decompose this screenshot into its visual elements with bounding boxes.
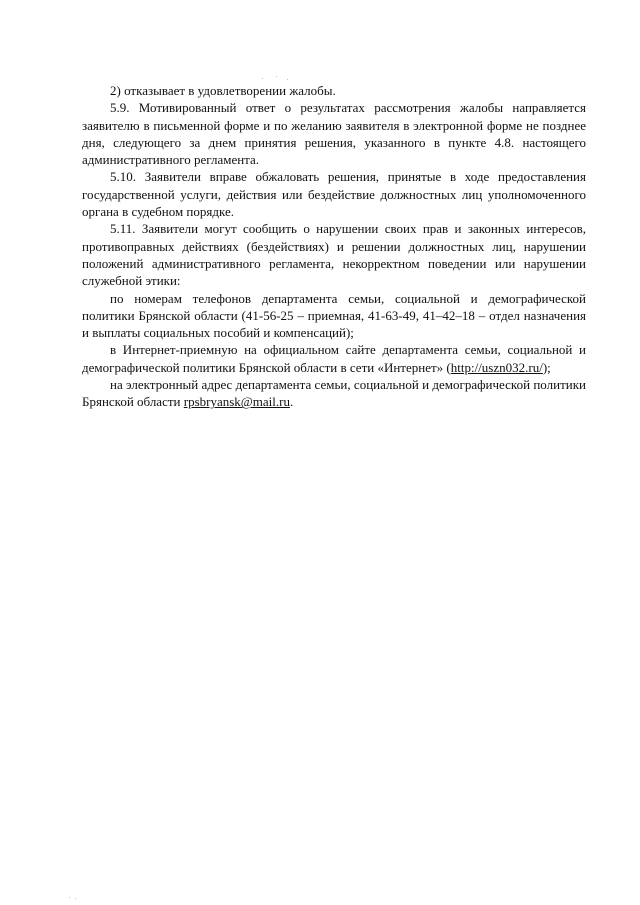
paragraph-text: 5.9. Мотивированный ответ о результатах рассмотрения жалобы направляется заявителю в письменной форме и по желанию заявителя в электронной форме не позднее дня, следующего за днем принятия решения, указанного в пункте 4.8. настоящего административного регламента. (82, 100, 586, 168)
scan-speck (69, 897, 70, 898)
paragraph-internet-reception (82, 341, 586, 376)
paragraph-text: 5.10. Заявители вправе обжаловать решения, принятые в ходе предоставления государственной услуги, действия или бездействие должностных лиц уполномоченного органа в судебном порядке. (82, 169, 586, 220)
paragraph-text: по номерам телефонов департамента семьи, социальной и демографической политики Брянской области (41-56-25 – приемная, 41-63-49, 41–42–18 – отдел назначения и выплаты социальных пособий и компенсаций); (82, 290, 586, 341)
scan-speck (262, 78, 263, 79)
website-link[interactable]: http://uszn032.ru/ (450, 359, 543, 375)
scan-speck (276, 76, 277, 77)
email-link[interactable]: rpsbryansk@mail.ru (183, 394, 290, 410)
paragraph-refusal (82, 82, 586, 99)
document-body (82, 82, 586, 411)
paragraph-5-9 (82, 99, 586, 168)
paragraph-text: в Интернет-приемную на официальном сайте департамента семьи, социальной и демографической политики Брянской области в сети «Интернет» ( (82, 342, 586, 375)
paragraph-phones (82, 290, 586, 342)
paragraph-text: . (289, 394, 294, 410)
scan-speck (75, 898, 76, 899)
scan-speck (287, 79, 288, 80)
paragraph-email (82, 376, 586, 411)
paragraph-text: 5.11. Заявители могут сообщить о нарушении своих прав и законных интересов, противоправных действиях (бездействиях) и решении должностных лиц, нарушении положений административного регламента, некорректном поведении или нарушении служебной этики: (82, 221, 586, 289)
paragraph-text: 2) отказывает в удовлетворении жалобы. (110, 83, 336, 98)
paragraph-5-10 (82, 168, 586, 220)
paragraph-5-11 (82, 220, 586, 289)
paragraph-text: на электронный адрес департамента семьи, социальной и демографической политики Брянской области (82, 377, 586, 410)
paragraph-text: ); (542, 359, 551, 375)
